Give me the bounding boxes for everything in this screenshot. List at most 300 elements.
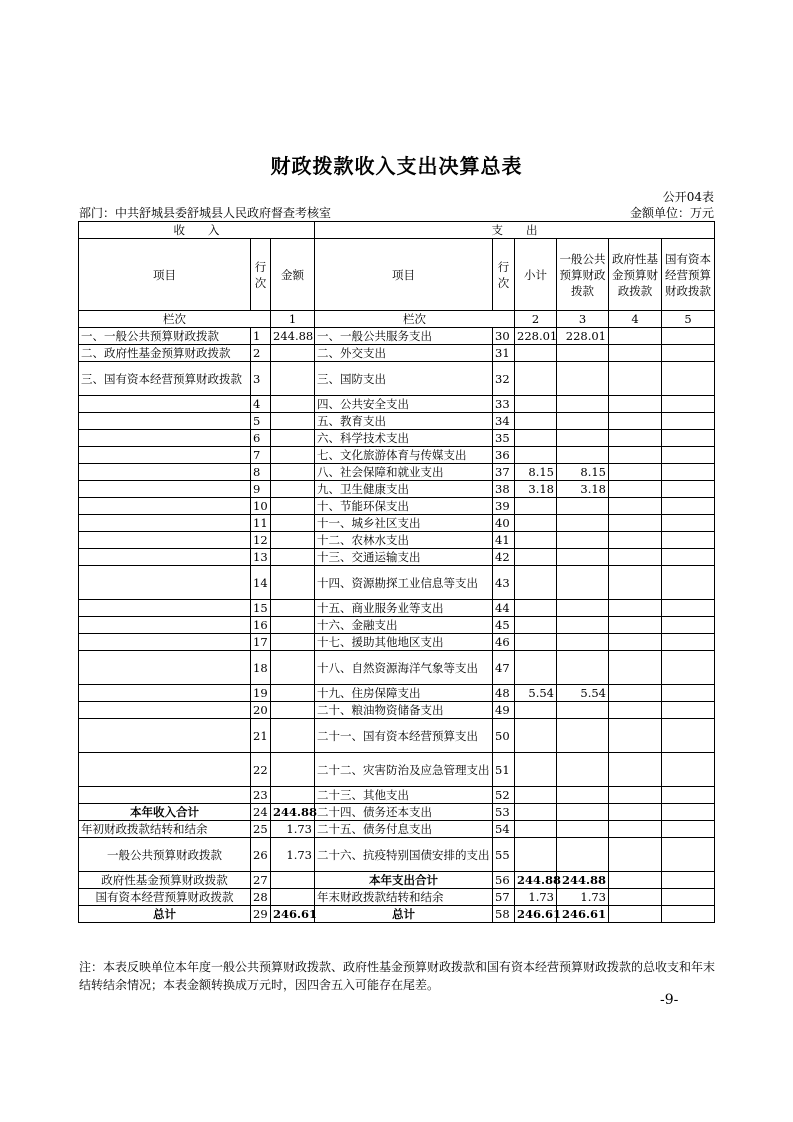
subtotal-cell [515,566,557,600]
table-row [79,702,715,719]
state-capital-cell [662,838,715,872]
expense-line-cell: 45 [493,617,515,634]
table-row [79,821,715,838]
table-row [79,515,715,532]
gov-fund-cell [609,362,662,396]
income-amount-cell [271,532,315,549]
expense-line-cell: 35 [493,430,515,447]
gen-budget-cell: 228.01 [557,328,609,345]
gov-fund-cell [609,685,662,702]
table-row [79,872,715,889]
gov-fund-cell [609,566,662,600]
income-item-cell [79,481,251,498]
state-capital-cell [662,328,715,345]
income-line-cell: 10 [251,498,271,515]
expense-line-cell: 40 [493,515,515,532]
state-capital-cell [662,362,715,396]
state-capital-cell [662,889,715,906]
expense-item-cell: 二十四、债务还本支出 [315,804,493,821]
expense-item-cell: 二十、粮油物资储备支出 [315,702,493,719]
expense-line-cell: 55 [493,838,515,872]
income-item-cell [79,413,251,430]
expense-header: 支 出 [315,222,715,239]
income-amount-cell [271,787,315,804]
gov-fund-cell [609,447,662,464]
income-amount-cell: 1.73 [271,821,315,838]
expense-line-cell: 33 [493,396,515,413]
income-line-cell: 9 [251,481,271,498]
expense-item-cell: 四、公共安全支出 [315,396,493,413]
expense-item-cell: 十八、自然资源海洋气象等支出 [315,651,493,685]
income-line-cell: 24 [251,804,271,821]
income-amount-cell [271,617,315,634]
state-capital-cell [662,566,715,600]
gen-budget-cell [557,600,609,617]
income-amount-cell [271,345,315,362]
state-capital-cell [662,787,715,804]
income-amount-cell: 244.88 [271,328,315,345]
income-item-cell [79,464,251,481]
table-row [79,532,715,549]
table-row [79,787,715,804]
income-line-cell: 20 [251,702,271,719]
expense-item-cell: 六、科学技术支出 [315,430,493,447]
footnote: 注：本表反映单位本年度一般公共预算财政拨款、政府性基金预算财政拨款和国有资本经营预算财政拨款的总收支和年末结转结余情况；本表金额转换成万元时，因四舍五入可能存在尾差。 [79,960,716,992]
gen-budget-cell [557,838,609,872]
expense-item-cell: 十三、交通运输支出 [315,549,493,566]
expense-item-cell: 七、文化旅游体育与传媒支出 [315,447,493,464]
gov-fund-cell [609,515,662,532]
exp-col-label: 栏次 [315,311,515,328]
expense-line-cell: 32 [493,362,515,396]
income-amount-cell [271,362,315,396]
table-row [79,396,715,413]
income-item-cell [79,617,251,634]
table-row [79,566,715,600]
subtotal-cell: 3.18 [515,481,557,498]
gov-fund-header: 政府性基金预算财政拨款 [609,239,662,311]
department-label: 部门：中共舒城县委舒城县人民政府督查考核室 [79,206,332,220]
income-amount-cell [271,634,315,651]
expense-line-cell: 46 [493,634,515,651]
income-line-cell: 13 [251,549,271,566]
subtotal-cell [515,549,557,566]
income-amount-cell [271,464,315,481]
gov-fund-cell [609,413,662,430]
income-line-header: 行次 [251,239,271,311]
gov-fund-cell [609,872,662,889]
income-amount-cell [271,702,315,719]
expense-item-cell: 二十五、债务付息支出 [315,821,493,838]
income-line-cell: 8 [251,464,271,481]
expense-item-cell: 八、社会保障和就业支出 [315,464,493,481]
income-line-cell: 27 [251,872,271,889]
gov-fund-cell [609,838,662,872]
gen-budget-cell [557,702,609,719]
subtotal-cell [515,515,557,532]
gov-fund-cell [609,787,662,804]
expense-item-cell: 十四、资源勘探工业信息等支出 [315,566,493,600]
col-1: 1 [271,311,315,328]
expense-line-cell: 57 [493,889,515,906]
expense-line-cell: 47 [493,651,515,685]
state-capital-cell [662,498,715,515]
subtotal-cell [515,362,557,396]
income-line-cell: 16 [251,617,271,634]
col-3: 3 [557,311,609,328]
table-row [79,328,715,345]
col-2: 2 [515,311,557,328]
subtotal-cell: 228.01 [515,328,557,345]
subtotal-cell [515,838,557,872]
expense-line-cell: 49 [493,702,515,719]
state-capital-cell [662,447,715,464]
gov-fund-cell [609,753,662,787]
subtotal-cell [515,430,557,447]
state-capital-cell [662,906,715,923]
expense-item-cell: 总计 [315,906,493,923]
subtotal-cell [515,702,557,719]
expense-item-cell: 本年支出合计 [315,872,493,889]
expense-item-header: 项目 [315,239,493,311]
state-capital-cell [662,685,715,702]
income-amount-cell [271,396,315,413]
subtotal-cell: 246.61 [515,906,557,923]
table-row [79,906,715,923]
state-capital-cell [662,821,715,838]
income-amount-cell [271,889,315,906]
gen-budget-cell [557,651,609,685]
state-capital-header: 国有资本经营预算财政拨款 [662,239,715,311]
expense-line-cell: 31 [493,345,515,362]
income-item-cell: 总计 [79,906,251,923]
subtotal-cell [515,634,557,651]
col-4: 4 [609,311,662,328]
expense-line-cell: 37 [493,464,515,481]
expense-item-cell: 三、国防支出 [315,362,493,396]
subtotal-cell [515,821,557,838]
gov-fund-cell [609,821,662,838]
expense-line-cell: 52 [493,787,515,804]
gen-budget-cell [557,532,609,549]
income-line-cell: 26 [251,838,271,872]
expense-line-cell: 36 [493,447,515,464]
income-item-cell [79,634,251,651]
unit-label: 金额单位：万元 [629,206,714,220]
page-title: 财政拨款收入支出决算总表 [270,154,523,178]
subtotal-cell [515,651,557,685]
expense-item-cell: 十五、商业服务业等支出 [315,600,493,617]
expense-item-cell: 二十六、抗疫特别国债安排的支出 [315,838,493,872]
income-item-cell [79,430,251,447]
expense-item-cell: 五、教育支出 [315,413,493,430]
gov-fund-cell [609,396,662,413]
expense-line-cell: 30 [493,328,515,345]
gen-budget-header: 一般公共预算财政拨款 [557,239,609,311]
income-item-cell: 国有资本经营预算财政拨款 [79,889,251,906]
income-line-cell: 3 [251,362,271,396]
table-row [79,447,715,464]
table-row [79,362,715,396]
subtotal-header: 小计 [515,239,557,311]
income-amount-cell [271,430,315,447]
income-item-cell [79,702,251,719]
table-row [79,617,715,634]
income-item-cell [79,566,251,600]
table-row [79,464,715,481]
expense-item-cell: 二十三、其他支出 [315,787,493,804]
expense-line-cell: 54 [493,821,515,838]
table-row [79,481,715,498]
table-code: 公开04表 [662,190,714,204]
subtotal-cell [515,498,557,515]
gen-budget-cell: 3.18 [557,481,609,498]
gen-budget-cell [557,515,609,532]
income-line-cell: 5 [251,413,271,430]
income-amount-cell [271,872,315,889]
income-item-cell: 一、一般公共预算财政拨款 [79,328,251,345]
gov-fund-cell [609,549,662,566]
income-item-cell [79,753,251,787]
expense-item-cell: 十、节能环保支出 [315,498,493,515]
gen-budget-cell [557,413,609,430]
income-amount-header: 金额 [271,239,315,311]
subtotal-cell [515,413,557,430]
expense-item-cell: 十九、住房保障支出 [315,685,493,702]
subtotal-cell [515,787,557,804]
gov-fund-cell [609,889,662,906]
subtotal-cell [515,600,557,617]
state-capital-cell [662,413,715,430]
state-capital-cell [662,753,715,787]
income-amount-cell [271,685,315,702]
table-row [79,753,715,787]
gov-fund-cell [609,328,662,345]
income-header: 收 入 [79,222,315,239]
income-line-cell: 23 [251,787,271,804]
income-item-cell [79,719,251,753]
income-line-cell: 6 [251,430,271,447]
gen-budget-cell [557,447,609,464]
expense-line-cell: 42 [493,549,515,566]
subtotal-cell [515,753,557,787]
expense-line-cell: 53 [493,804,515,821]
gov-fund-cell [609,464,662,481]
income-item-cell [79,600,251,617]
gov-fund-cell [609,702,662,719]
state-capital-cell [662,719,715,753]
gen-budget-cell: 246.61 [557,906,609,923]
subtotal-cell [515,532,557,549]
income-item-cell [79,651,251,685]
income-item-cell: 本年收入合计 [79,804,251,821]
state-capital-cell [662,396,715,413]
gen-budget-cell: 5.54 [557,685,609,702]
table-row [79,600,715,617]
income-item-cell [79,447,251,464]
gen-budget-cell [557,617,609,634]
state-capital-cell [662,651,715,685]
income-line-cell: 21 [251,719,271,753]
income-amount-cell [271,600,315,617]
table-row [79,804,715,821]
subtotal-cell [515,617,557,634]
income-item-cell [79,549,251,566]
gen-budget-cell [557,719,609,753]
subtotal-cell: 244.88 [515,872,557,889]
table-row [79,413,715,430]
gov-fund-cell [609,651,662,685]
income-item-cell [79,532,251,549]
gen-budget-cell [557,362,609,396]
expense-line-cell: 43 [493,566,515,600]
income-amount-cell [271,413,315,430]
gen-budget-cell [557,821,609,838]
income-amount-cell [271,651,315,685]
income-line-cell: 29 [251,906,271,923]
expense-line-cell: 51 [493,753,515,787]
gov-fund-cell [609,906,662,923]
subtotal-cell [515,719,557,753]
table-row [79,889,715,906]
income-item-cell [79,498,251,515]
expense-line-cell: 56 [493,872,515,889]
expense-item-cell: 十七、援助其他地区支出 [315,634,493,651]
state-capital-cell [662,430,715,447]
expense-line-cell: 48 [493,685,515,702]
gen-budget-cell [557,753,609,787]
income-line-cell: 11 [251,515,271,532]
income-amount-cell: 1.73 [271,838,315,872]
table-row [79,651,715,685]
gen-budget-cell [557,396,609,413]
income-amount-cell [271,498,315,515]
table-row [79,719,715,753]
table-row [79,685,715,702]
gov-fund-cell [609,634,662,651]
expense-item-cell: 二、外交支出 [315,345,493,362]
income-item-cell [79,685,251,702]
state-capital-cell [662,872,715,889]
income-item-cell: 三、国有资本经营预算财政拨款 [79,362,251,396]
col-5: 5 [662,311,715,328]
table-row [79,345,715,362]
income-line-cell: 17 [251,634,271,651]
table-row [79,498,715,515]
gen-budget-cell [557,634,609,651]
expense-item-cell: 一、一般公共服务支出 [315,328,493,345]
gen-budget-cell: 8.15 [557,464,609,481]
gen-budget-cell [557,804,609,821]
table-row [79,838,715,872]
income-line-cell: 28 [251,889,271,906]
income-amount-cell [271,447,315,464]
expense-line-cell: 34 [493,413,515,430]
income-item-cell: 政府性基金预算财政拨款 [79,872,251,889]
table-row [79,634,715,651]
gen-budget-cell [557,345,609,362]
state-capital-cell [662,481,715,498]
expense-line-cell: 44 [493,600,515,617]
subtotal-cell: 8.15 [515,464,557,481]
gov-fund-cell [609,430,662,447]
page-number: -9- [660,992,679,1008]
subtotal-cell [515,804,557,821]
income-item-cell: 年初财政拨款结转和结余 [79,821,251,838]
expense-item-cell: 二十二、灾害防治及应急管理支出 [315,753,493,787]
expense-item-cell: 年末财政拨款结转和结余 [315,889,493,906]
gov-fund-cell [609,532,662,549]
table-row [79,549,715,566]
gen-budget-cell [557,498,609,515]
state-capital-cell [662,532,715,549]
gov-fund-cell [609,617,662,634]
subtotal-cell: 1.73 [515,889,557,906]
state-capital-cell [662,464,715,481]
gov-fund-cell [609,481,662,498]
subtotal-cell [515,396,557,413]
income-amount-cell: 244.88 [271,804,315,821]
state-capital-cell [662,804,715,821]
gen-budget-cell [557,787,609,804]
expense-item-cell: 十一、城乡社区支出 [315,515,493,532]
expense-item-cell: 九、卫生健康支出 [315,481,493,498]
income-line-cell: 14 [251,566,271,600]
expense-item-cell: 十六、金融支出 [315,617,493,634]
income-line-cell: 7 [251,447,271,464]
gen-budget-cell: 244.88 [557,872,609,889]
income-line-cell: 1 [251,328,271,345]
income-amount-cell [271,481,315,498]
income-line-cell: 25 [251,821,271,838]
income-amount-cell [271,566,315,600]
income-line-cell: 15 [251,600,271,617]
expense-line-cell: 50 [493,719,515,753]
income-line-cell: 4 [251,396,271,413]
expense-item-cell: 二十一、国有资本经营预算支出 [315,719,493,753]
income-item-header: 项目 [79,239,251,311]
expense-line-cell: 58 [493,906,515,923]
income-amount-cell [271,719,315,753]
income-item-cell [79,396,251,413]
income-item-cell: 一般公共预算财政拨款 [79,838,251,872]
expense-line-cell: 39 [493,498,515,515]
income-amount-cell [271,549,315,566]
budget-table [78,221,715,923]
income-line-cell: 22 [251,753,271,787]
income-item-cell: 二、政府性基金预算财政拨款 [79,345,251,362]
income-line-cell: 2 [251,345,271,362]
subtotal-cell: 5.54 [515,685,557,702]
expense-line-header: 行次 [493,239,515,311]
table-row [79,430,715,447]
subtotal-cell [515,447,557,464]
gov-fund-cell [609,804,662,821]
income-line-cell: 19 [251,685,271,702]
expense-item-cell: 十二、农林水支出 [315,532,493,549]
gov-fund-cell [609,498,662,515]
income-item-cell [79,787,251,804]
income-item-cell [79,515,251,532]
gov-fund-cell [609,600,662,617]
state-capital-cell [662,617,715,634]
expense-line-cell: 38 [493,481,515,498]
col-label: 栏次 [79,311,271,328]
state-capital-cell [662,634,715,651]
state-capital-cell [662,702,715,719]
income-amount-cell: 246.61 [271,906,315,923]
state-capital-cell [662,549,715,566]
